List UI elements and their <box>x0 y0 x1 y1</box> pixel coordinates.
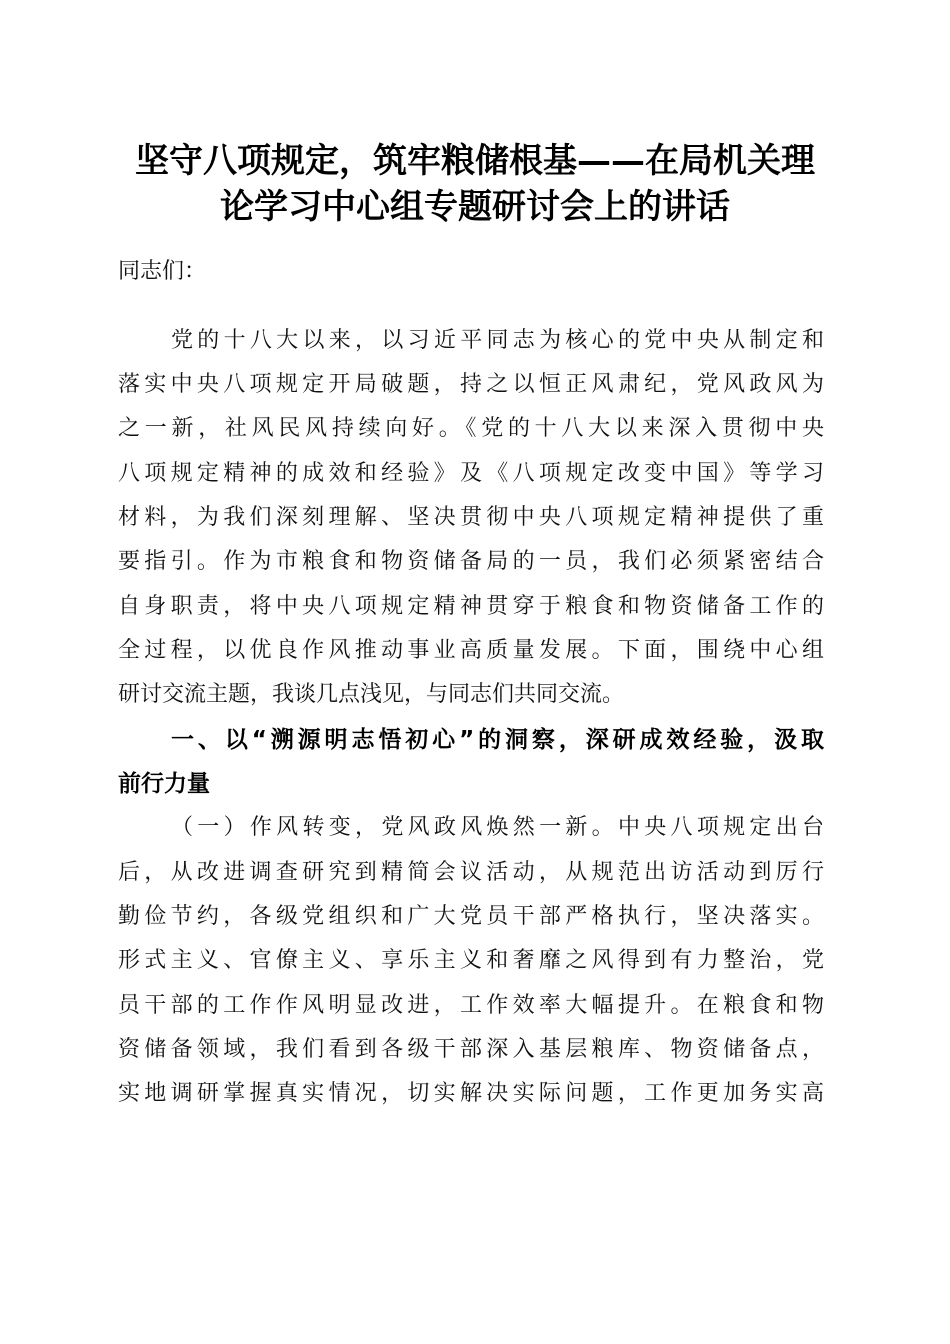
subsection-line-7: 实地调研掌握真实情况，切实解决实际问题，工作更加务实高 <box>118 1081 824 1106</box>
intro-line-8: 全过程，以优良作风推动事业高质量发展。下面，围绕中心组 <box>118 638 824 663</box>
subsection-line-5: 员干部的工作作风明显改进，工作效率大幅提升。在粮食和物 <box>118 993 824 1018</box>
section-heading-line-2: 前行力量 <box>118 771 210 797</box>
intro-line-9: 研讨交流主题，我谈几点浅见，与同志们共同交流。 <box>118 682 625 707</box>
intro-line-2: 落实中央八项规定开局破题，持之以恒正风肃纪，党风政风为 <box>118 372 824 397</box>
document-title-line-1: 坚守八项规定，筑牢粮储根基——在局机关理 <box>135 141 815 181</box>
document-title-line-2: 论学习中心组专题研讨会上的讲话 <box>220 187 730 227</box>
section-heading-line-1: 一、以“溯源明志悟初心”的洞察，深研成效经验，汲取 <box>171 727 824 753</box>
intro-line-3: 之一新，社风民风持续向好。《党的十八大以来深入贯彻中央 <box>118 416 824 441</box>
salutation: 同志们： <box>118 259 207 284</box>
subsection-line-6: 资储备领域，我们看到各级干部深入基层粮库、物资储备点， <box>118 1037 824 1062</box>
intro-line-6: 要指引。作为市粮食和物资储备局的一员，我们必须紧密结合 <box>118 549 824 574</box>
subsection-line-4: 形式主义、官僚主义、享乐主义和奢靡之风得到有力整治，党 <box>118 948 824 973</box>
intro-line-7: 自身职责，将中央八项规定精神贯穿于粮食和物资储备工作的 <box>118 594 824 619</box>
intro-line-1: 党的十八大以来，以习近平同志为核心的党中央从制定和 <box>171 328 824 353</box>
subsection-line-1: （一）作风转变，党风政风焕然一新。中央八项规定出台 <box>171 815 824 840</box>
subsection-line-3: 勤俭节约，各级党组织和广大党员干部严格执行，坚决落实。 <box>118 904 824 929</box>
intro-line-4: 八项规定精神的成效和经验》及《八项规定改变中国》等学习 <box>118 461 824 486</box>
intro-line-5: 材料，为我们深刻理解、坚决贯彻中央八项规定精神提供了重 <box>118 505 824 530</box>
subsection-line-2: 后，从改进调查研究到精简会议活动，从规范出访活动到厉行 <box>118 860 824 885</box>
